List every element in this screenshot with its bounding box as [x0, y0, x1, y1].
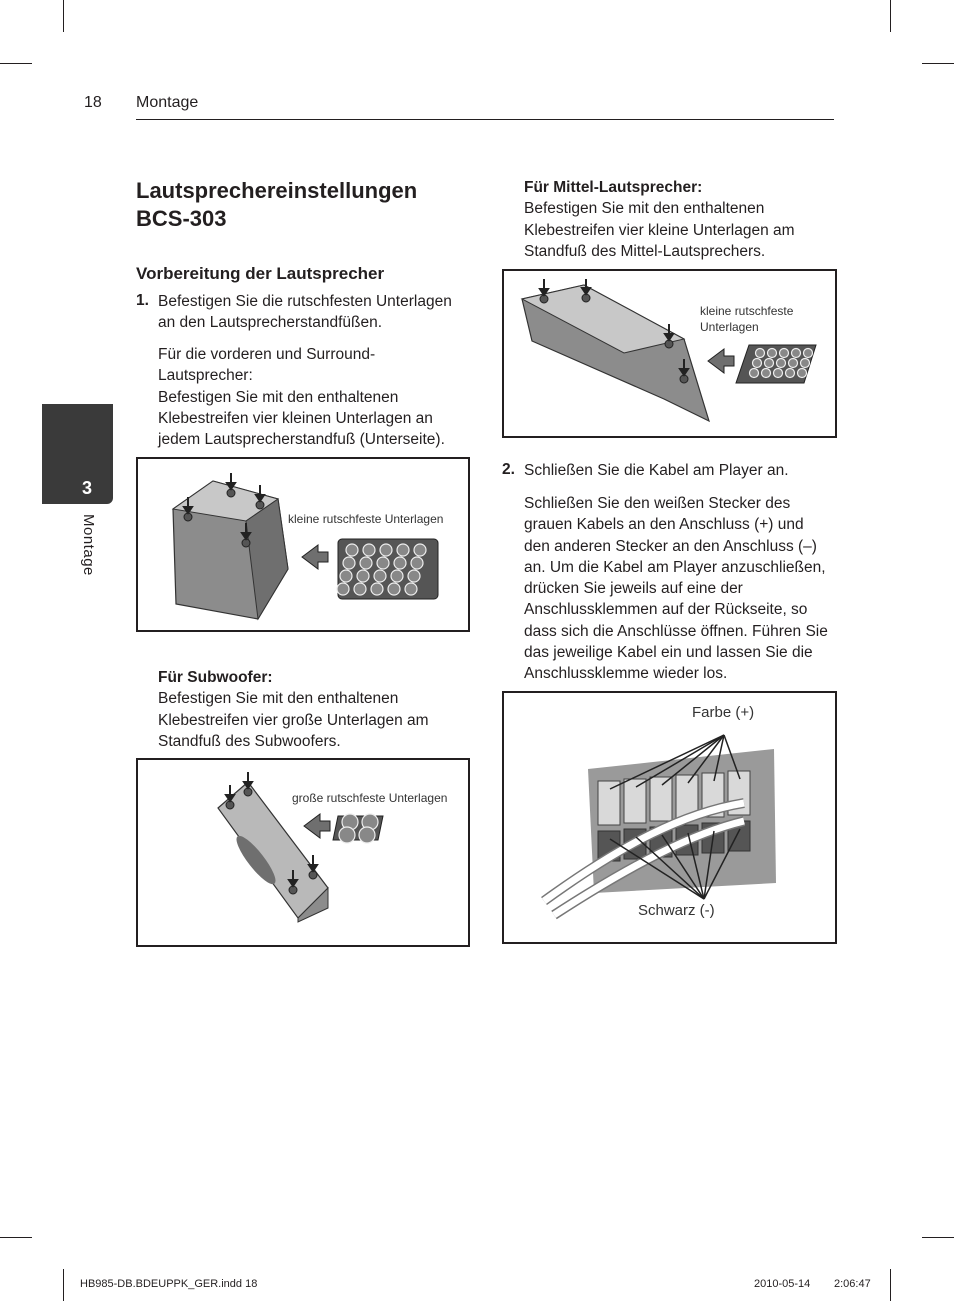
minus-label: Schwarz (-) [638, 902, 715, 919]
pad [408, 570, 420, 582]
step-detail-text [524, 493, 839, 685]
figure-terminals [502, 691, 837, 944]
pad [789, 359, 798, 368]
pad [374, 570, 386, 582]
pad [357, 570, 369, 582]
footer-file: HB985-DB.BDEUPPK_GER.indd 18 [80, 1278, 258, 1290]
label-line: kleine rutschfeste [700, 304, 794, 318]
title-line: BCS-303 [136, 206, 227, 231]
pad [777, 359, 786, 368]
subheading: Für Mittel-Lautsprecher: [524, 179, 703, 196]
speaker-illustration [138, 459, 468, 630]
text-line: Befestigen Sie mit den enthaltenen [158, 690, 399, 708]
text-line: das jeweilige Kabel ein und lassen Sie die [524, 644, 813, 662]
figure-center-speaker [502, 269, 837, 438]
pad [792, 349, 801, 358]
pad [768, 349, 777, 358]
section-heading: Vorbereitung der Lautsprecher [136, 264, 385, 283]
pad [762, 369, 771, 378]
text-line: an. Um die Kabel am Player anzuschließen, [524, 558, 826, 576]
text-line: Befestigen Sie mit den enthaltenen [158, 388, 399, 406]
chapter-label: Montage [80, 514, 97, 576]
header-rule [136, 119, 834, 120]
text-line: Lautsprecher: [158, 367, 253, 385]
pad [750, 369, 759, 378]
step-text [158, 291, 478, 334]
center-speaker-illustration [504, 271, 835, 436]
pad [765, 359, 774, 368]
center-speaker-text [524, 177, 834, 262]
subheading: Für Subwoofer: [158, 669, 273, 686]
figure-label: große rutschfeste Unterlagen [292, 791, 448, 805]
front-speaker-text [158, 344, 478, 450]
text-line: Für die vorderen und Surround- [158, 346, 376, 363]
pad [346, 544, 358, 556]
pad [411, 557, 423, 569]
pad [405, 583, 417, 595]
crop-mark [922, 63, 954, 64]
pad [377, 557, 389, 569]
text-line: Anschlussklemmen auf der Rückseite, so [524, 601, 808, 619]
figure-front-speaker [136, 457, 470, 632]
chapter-number: 3 [82, 478, 93, 498]
pad [339, 827, 355, 843]
pad [780, 349, 789, 358]
page-title [136, 177, 476, 233]
footer-time: 2:06:47 [834, 1278, 871, 1290]
text-line: grauen Kabels an den Anschluss (+) und [524, 516, 804, 534]
pad [371, 583, 383, 595]
pad [380, 544, 392, 556]
pad [363, 544, 375, 556]
pad [774, 369, 783, 378]
page-number: 18 [84, 94, 102, 111]
step-number: 2. [502, 461, 515, 478]
pad [337, 583, 349, 595]
plus-label: Farbe (+) [692, 704, 755, 721]
title-line: Lautsprechereinstellungen [136, 178, 418, 203]
crop-mark [63, 1269, 64, 1301]
text-line: Befestigen Sie die rutschfesten Unterlagen [158, 293, 452, 310]
crop-mark [0, 63, 32, 64]
subwoofer-text [158, 667, 478, 752]
crop-mark [0, 1237, 32, 1238]
pad [340, 570, 352, 582]
step-number: 1. [136, 292, 149, 309]
footer-date: 2010-05-14 [754, 1278, 811, 1290]
text-line: den anderen Stecker an den Anschluss (–) [524, 537, 817, 555]
pad [804, 349, 813, 358]
crop-mark [890, 0, 891, 32]
pad [756, 349, 765, 358]
subwoofer-illustration [138, 760, 468, 945]
text-line: Standfuß des Mittel-Lautsprechers. [524, 242, 766, 260]
figure-label [700, 303, 793, 335]
pad [786, 369, 795, 378]
text-line: Klebestreifen vier große Unterlagen am [158, 711, 429, 729]
pad [394, 557, 406, 569]
figure-label: kleine rutschfeste Unterlagen [288, 512, 444, 526]
text-line: dass sich die Anschlüsse öffnen. Führen Sie [524, 622, 828, 640]
pad [753, 359, 762, 368]
pad [360, 557, 372, 569]
crop-mark [63, 0, 64, 32]
pad [343, 557, 355, 569]
text-line: Standfuß des Subwoofers. [158, 732, 341, 750]
text-line: jedem Lautsprecherstandfuß (Unterseite). [158, 431, 445, 449]
text-line: Klebestreifen vier kleinen Unterlagen an [158, 409, 433, 427]
pad [801, 359, 810, 368]
pad [414, 544, 426, 556]
figure-subwoofer [136, 758, 470, 947]
pad [391, 570, 403, 582]
crop-mark [890, 1269, 891, 1301]
pad [397, 544, 409, 556]
running-header: Montage [136, 94, 199, 111]
pad [354, 583, 366, 595]
crop-mark [922, 1237, 954, 1238]
text-line: an den Lautsprecherstandfüßen. [158, 314, 383, 332]
text-line: Schließen Sie den weißen Stecker des [524, 495, 791, 512]
chapter-tab [42, 404, 113, 504]
pad [798, 369, 807, 378]
text-line: Befestigen Sie mit den enthaltenen [524, 200, 765, 218]
text-line: Klebestreifen vier kleine Unterlagen am [524, 221, 795, 239]
label-line: Unterlagen [700, 320, 759, 334]
pad [388, 583, 400, 595]
text-line: drücken Sie jeweils auf eine der [524, 580, 743, 598]
step-text: Schließen Sie die Kabel am Player an. [524, 462, 789, 479]
pad [359, 827, 375, 843]
text-line: Anschlussklemme wieder los. [524, 665, 728, 683]
